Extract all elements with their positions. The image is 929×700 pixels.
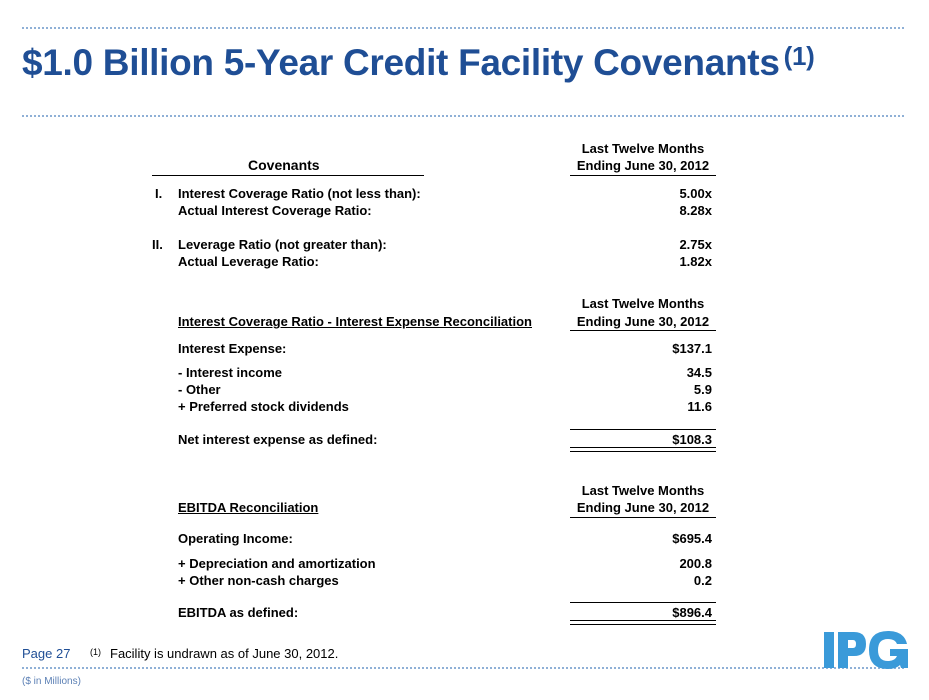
interest-adjustment-value: 11.6 [687, 399, 712, 414]
covenants-heading: Covenants [248, 157, 320, 173]
covenants-period-line2: Ending June 30, 2012 [576, 158, 710, 173]
interest-adjustment-label: - Other [178, 382, 221, 397]
units-note: ($ in Millions) [22, 676, 81, 687]
ebitda-total-top-rule [570, 602, 716, 603]
title-footnote-marker: (1) [783, 41, 815, 71]
interest-heading: Interest Coverage Ratio - Interest Expense Reconciliation [178, 314, 532, 329]
interest-adjustment-label: + Preferred stock dividends [178, 399, 349, 414]
title-dotted-divider [22, 115, 904, 117]
ebitda-total-double-rule [570, 620, 716, 625]
ebitda-adjustment-label: + Depreciation and amortization [178, 556, 376, 571]
covenant-label: Actual Leverage Ratio: [178, 254, 319, 269]
ebitda-adjustment-label: + Other non-cash charges [178, 573, 339, 588]
ebitda-total-label: EBITDA as defined: [178, 605, 299, 620]
covenant-roman-2: II. [152, 237, 163, 252]
interest-total-value: $108.3 [672, 432, 712, 447]
covenant-value: 8.28x [679, 203, 712, 218]
covenant-value: 5.00x [679, 186, 712, 201]
interest-adjustment-label: - Interest income [178, 365, 283, 380]
covenant-value: 2.75x [679, 237, 712, 252]
operating-income-label: Operating Income: [178, 531, 293, 546]
interest-total-label: Net interest expense as defined: [178, 432, 378, 447]
top-dotted-divider [22, 27, 904, 29]
ebitda-period-rule [570, 517, 716, 518]
covenants-heading-rule [152, 175, 424, 176]
covenant-label: Actual Interest Coverage Ratio: [178, 203, 372, 218]
interest-adjustment-value: 5.9 [693, 382, 712, 397]
covenants-period-rule [570, 175, 716, 176]
ebitda-total-value: $896.4 [672, 605, 712, 620]
ebitda-heading: EBITDA Reconciliation [178, 500, 319, 515]
ebitda-adjustment-value: 200.8 [679, 556, 712, 571]
covenants-period-line1: Last Twelve Months [581, 141, 705, 156]
footer-dotted-divider [22, 667, 904, 669]
interest-period-line1: Last Twelve Months [581, 296, 705, 311]
interest-adjustment-value: 34.5 [686, 365, 712, 380]
interest-expense-value: $137.1 [672, 341, 712, 356]
operating-income-value: $695.4 [672, 531, 712, 546]
ebitda-period-line2: Ending June 30, 2012 [576, 500, 710, 515]
footnote-text: Facility is undrawn as of June 30, 2012. [110, 646, 339, 661]
interest-period-rule [570, 330, 716, 331]
ipg-logo [820, 626, 910, 672]
page-title: $1.0 Billion 5-Year Credit Facility Covenants $^{(1)}$ [22, 41, 815, 83]
covenant-value: 1.82x [679, 254, 712, 269]
interest-expense-label: Interest Expense: [178, 341, 287, 356]
ebitda-period-line1: Last Twelve Months [581, 483, 705, 498]
interest-period-line2: Ending June 30, 2012 [576, 314, 710, 329]
footnote-marker: (1) [90, 647, 101, 657]
ebitda-adjustment-value: 0.2 [693, 573, 712, 588]
interest-total-top-rule [570, 429, 716, 430]
interest-total-double-rule [570, 447, 716, 452]
covenant-label: Leverage Ratio (not greater than): [178, 237, 387, 252]
covenant-roman-1: I. [155, 186, 163, 201]
covenant-label: Interest Coverage Ratio (not less than): [178, 186, 421, 201]
page-number: Page 27 [22, 646, 71, 661]
